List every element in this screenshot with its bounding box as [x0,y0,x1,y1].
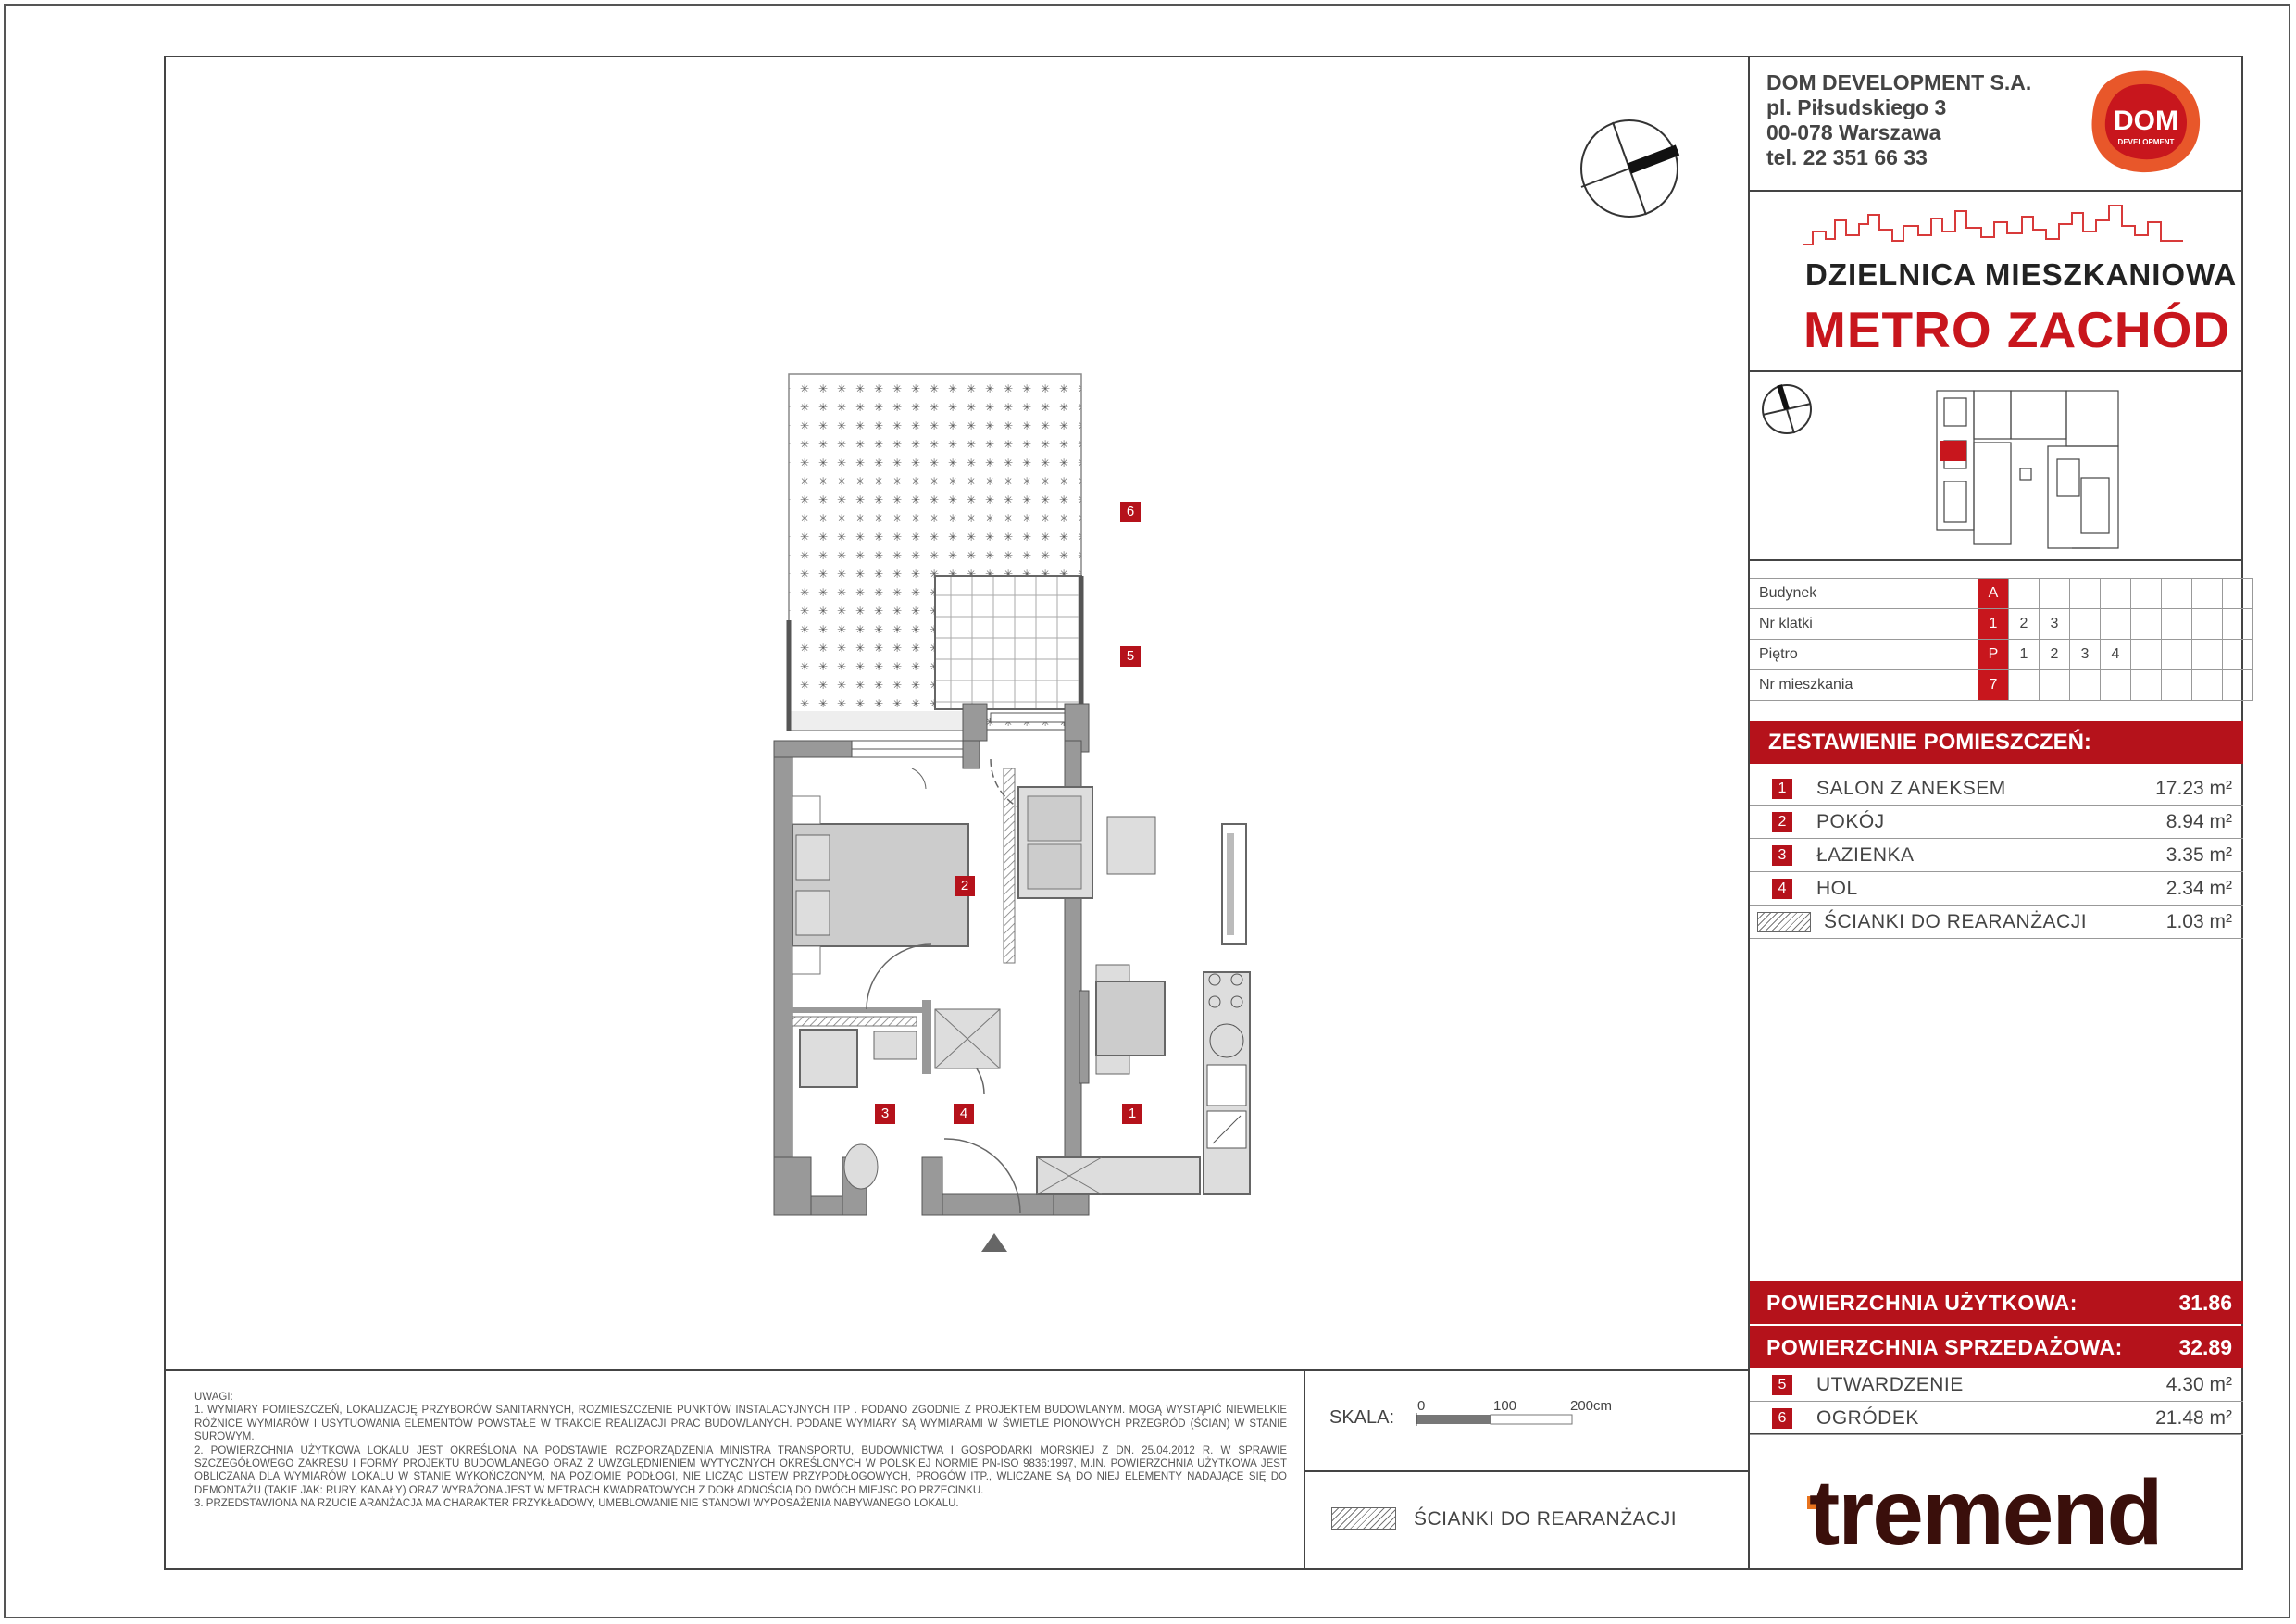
legend-hatch-swatch [1331,1507,1396,1530]
logo-development-text: DEVELOPMENT [2117,138,2175,146]
extra-number: 5 [1772,1375,1792,1395]
plan-label-4: 4 [954,1104,974,1124]
note-2: 2. POWIERZCHNIA UŻYTKOWA LOKALU JEST OKREŚLONA NA PODSTAWIE ROZPORZĄDZENIA MINISTRA TRANSPORTU, BUDOWNICTWA I GOSPODARKI MORSKIEJ Z DN. 25.04.2012 R. W SPRAWIE SZCZEGÓŁOWEGO ZAKRESU I FORMY PROJEKTU BUDOWLANEGO ORAZ Z UWZGLĘDNIENIEM WYTYCZNYCH OKREŚLONYCH W POLSKIEJ NORMIE PN-ISO 9836:1997, M.IN. POWIERZCHNIA UŻYTKOWA JEST OBLICZANA DLA WYMIARÓW LOKALU W STANIE WYKOŃCZONYM, NA POZIOMIE PODŁOGI, NIE LICZĄC LISTEW PRZYPODŁOGOWYCH, PROGÓW ITP., WLICZANE SĄ DO NIEJ ELEMENTY NADAJĄCE SIĘ DO DEMONTAŻU (TAKIE JAK: RURY, KANAŁY) ORAZ WYRAŻONA JEST W METRACH KWADRATOWYCH Z DOKŁADNOŚCIĄ DO DWÓCH MIEJSC PO PRZECINKU. [194,1444,1287,1496]
notes-title: UWAGI: [194,1392,233,1403]
location-row-label: Nr mieszkania [1750,670,1978,701]
location-cell [2162,579,2192,609]
room-row [1750,872,2243,906]
plan-label-6: 6 [1120,502,1141,522]
location-cell [2009,579,2040,609]
walls-row-area: 1.03 m² [2165,911,2232,932]
room-name: HOL [1816,878,1858,899]
company-name: DOM DEVELOPMENT S.A. [1766,70,2032,94]
room-row [1750,839,2243,872]
compass-icon [1578,117,1681,220]
extra-row [1750,1402,2243,1435]
company-info [1766,70,2031,170]
room-name: SALON Z ANEKSEM [1816,778,2006,799]
location-cell [2162,670,2192,701]
room-area: 8.94 m² [2165,811,2232,832]
room-number: 2 [1772,812,1792,832]
location-cell [2162,640,2192,670]
room-row [1750,806,2243,839]
extra-number: 6 [1772,1408,1792,1429]
shower-icon [800,1030,857,1087]
total-value: 32.89 [2178,1335,2232,1359]
location-cell [2223,579,2253,609]
location-cell: 7 [1978,670,2009,701]
skyline-icon [1803,204,2183,250]
location-row [1750,609,2253,640]
dining-table-icon [1096,981,1165,1056]
plan-label-3: 3 [875,1104,895,1124]
project-line-1: DZIELNICA MIESZKANIOWA [1805,257,2238,292]
location-cell: P [1978,640,2009,670]
plan-label-2: 2 [955,876,975,896]
scale-tick-200: 200cm [1570,1398,1613,1414]
site-plan-icon [1933,385,2128,552]
company-phone: tel. 22 351 66 33 [1766,145,1928,169]
location-cell [2101,579,2131,609]
location-cell: A [1978,579,2009,609]
company-city: 00-078 Warszawa [1766,120,1941,144]
location-row-label: Nr klatki [1750,609,1978,640]
location-cell [2009,670,2040,701]
location-cell [2131,579,2162,609]
legend-divider [1304,1470,1750,1472]
room-number: 1 [1772,779,1792,799]
location-cell: 4 [2101,640,2131,670]
room-area: 3.35 m² [2165,844,2232,866]
walls-row-name: ŚCIANKI DO REARANŻACJI [1824,911,2088,932]
room-name: POKÓJ [1816,811,1885,832]
extra-area: 4.30 m² [2165,1374,2232,1395]
note-1: 1. WYMIARY POMIESZCZEŃ, LOKALIZACJĘ PRZYBORÓW SANITARNYCH, ROZMIESZCZENIE PUNKTÓW INSTALACYJNYCH ITP . PODANO ZGODNIE Z PROJEKTEM BUDOWLANYM. MOGĄ WYSTĄPIĆ NIEWIELKIE RÓŻNICE WYMIARÓW I USYTUOWANIA ELEMENTÓW POWSTAŁE W TRAKCIE REALIZACJI PRAC BUDOWLANYCH. PODANE WYMIARY SĄ WYMIARAMI W ŚWIETLE PIONOWYCH PRZEGRÓD (ŚCIAN) W STANIE SUROWYM. [194,1405,1287,1443]
scale-label: SKALA: [1329,1407,1395,1428]
location-cell [2192,609,2223,640]
location-cell [2223,640,2253,670]
location-cell: 2 [2009,609,2040,640]
location-cell [2131,670,2162,701]
location-cell [2101,609,2131,640]
scale-tick-100: 100 [1493,1398,1517,1414]
location-cell [2040,579,2070,609]
location-cell [2070,579,2101,609]
legend-text: ŚCIANKI DO REARANŻACJI [1414,1508,1678,1530]
location-cell: 3 [2040,609,2070,640]
small-compass-icon [1759,381,1815,437]
location-row-label: Budynek [1750,579,1978,609]
location-cell [2162,609,2192,640]
extra-area: 21.48 m² [2155,1407,2232,1429]
hatch-swatch [1757,912,1811,932]
logo-dom-text: DOM [2114,106,2178,136]
location-cell [2192,640,2223,670]
room-number: 4 [1772,879,1792,899]
location-cell [2192,579,2223,609]
extra-row [1750,1368,2243,1402]
total-row [1750,1326,2243,1368]
room-area: 17.23 m² [2155,778,2232,799]
location-cell [2040,670,2070,701]
plan-label-1: 1 [1122,1104,1142,1124]
extra-name: OGRÓDEK [1816,1407,1919,1429]
location-cell [2070,609,2101,640]
entrance-arrow-icon [981,1233,1007,1252]
location-cell [2192,670,2223,701]
location-cell: 1 [2009,640,2040,670]
company-street: pl. Piłsudskiego 3 [1766,95,1947,119]
location-cell: 3 [2070,640,2101,670]
terrace-area [935,576,1081,709]
rooms-header: ZESTAWIENIE POMIESZCZEŃ: [1750,721,2243,764]
scale-tick-0: 0 [1417,1398,1426,1414]
location-cell [2131,640,2162,670]
room-number: 3 [1772,845,1792,866]
panel-line-3 [1748,559,2243,561]
location-row-label: Piętro [1750,640,1978,670]
total-value: 31.86 [2178,1291,2232,1315]
extra-name: UTWARDZENIE [1816,1374,1964,1395]
location-cell: 2 [2040,640,2070,670]
notes [194,1391,1287,1511]
location-row [1750,670,2253,701]
location-cell [2101,670,2131,701]
bottom-panel-divider [164,1369,1750,1371]
scale-bar [1416,1413,1583,1426]
location-cell [2223,609,2253,640]
location-cell [2070,670,2101,701]
location-table [1750,578,2253,701]
panel-line-2 [1748,370,2243,372]
total-label: POWIERZCHNIA UŻYTKOWA: [1766,1291,2078,1315]
room-area: 2.34 m² [2165,878,2232,899]
toilet-icon [844,1144,878,1189]
location-cell [2131,609,2162,640]
floor-plan [759,361,1278,1259]
note-3: 3. PRZEDSTAWIONA NA RZUCIE ARANŻACJA MA CHARAKTER PRZYKŁADOWY, UMEBLOWANIE NIE STANOWI WYPOSAŻENIA NABYWANEGO LOKALU. [194,1498,959,1510]
walls-row [1750,906,2243,939]
location-cell: 1 [1978,609,2009,640]
room-row [1750,772,2243,806]
plan-label-5: 5 [1120,646,1141,667]
total-label: POWIERZCHNIA SPRZEDAŻOWA: [1766,1335,2123,1359]
dom-development-logo [2085,65,2205,176]
panel-line-1 [1748,190,2243,192]
tremend-logo: tremend [1809,1461,2162,1565]
location-cell [2223,670,2253,701]
location-row [1750,640,2253,670]
project-line-2: METRO ZACHÓD [1803,301,2231,358]
location-row [1750,579,2253,609]
room-name: ŁAZIENKA [1816,844,1915,866]
total-row [1750,1281,2243,1324]
